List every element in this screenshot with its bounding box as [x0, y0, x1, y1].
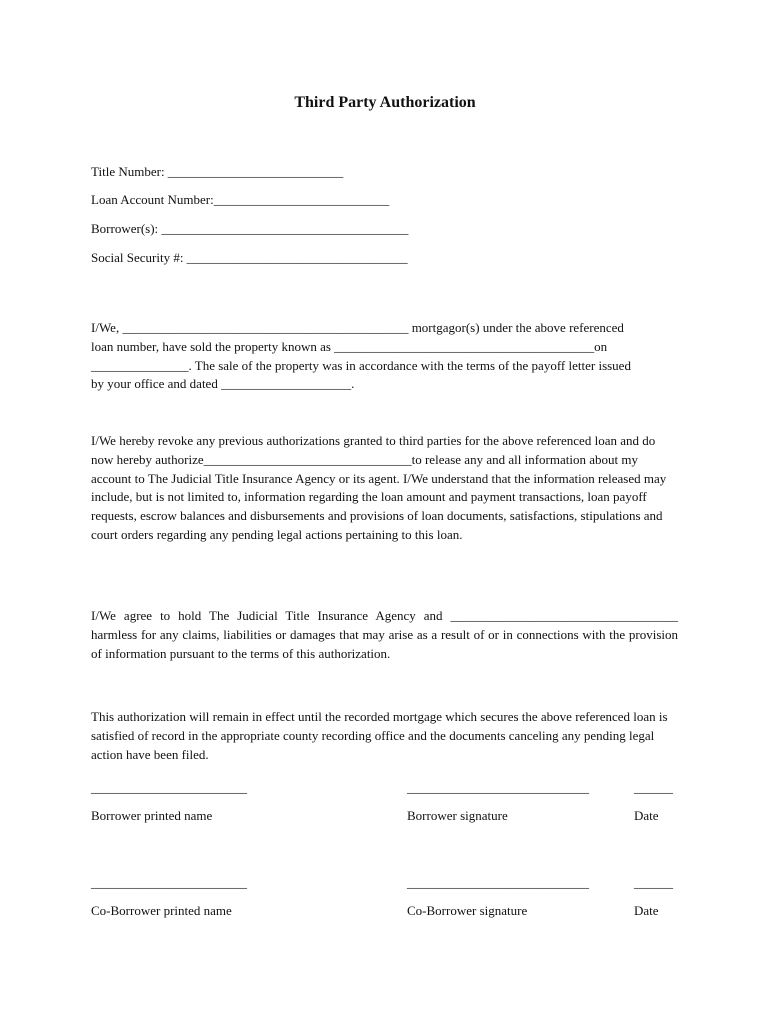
- sale-paragraph-line-1: I/We, ____________________________________________ mortgagor(s) under the above referenced: [91, 320, 624, 335]
- document-title: Third Party Authorization: [294, 94, 476, 111]
- coborrower-printed-name-label: Co-Borrower printed name: [91, 903, 232, 918]
- coborrower-date-line: ______: [634, 875, 673, 890]
- sale-paragraph-line-4: by your office and dated ____________________.: [91, 376, 355, 392]
- title-number-field: Title Number: ___________________________: [91, 164, 344, 179]
- borrower-date-label: Date: [634, 808, 659, 823]
- coborrower-signature-label: Co-Borrower signature: [407, 903, 528, 918]
- borrower-signature-line: ____________________________: [407, 780, 589, 795]
- social-security-field: Social Security #: __________________________________: [91, 250, 408, 265]
- sale-paragraph: [91, 319, 681, 394]
- borrower-date-line: ______: [634, 780, 673, 795]
- coborrower-signature-line: ____________________________: [407, 875, 589, 890]
- coborrower-name-line: ________________________: [91, 875, 247, 890]
- effective-period-paragraph: This authorization will remain in effect until the recorded mortgage which secures the above referenced loan is satisfied of record in the appropriate county recording office and the documents canceling any pending legal action have been filed.: [91, 709, 668, 762]
- sale-paragraph-line-3: _______________. The sale of the property was in accordance with the terms of the payoff letter issued: [91, 357, 631, 373]
- borrower-signature-label: Borrower signature: [407, 808, 508, 823]
- hold-harmless-paragraph: I/We agree to hold The Judicial Title Insurance Agency and ___________________________________ harmless for any claims, liabilities or damages that may arise as a result of or in connections with the provision of information pursuant to the terms of this authorization.: [91, 608, 678, 661]
- coborrower-date-label: Date: [634, 903, 659, 918]
- sale-paragraph-line-2: loan number, have sold the property known as ________________________________________on: [91, 338, 608, 354]
- borrower-printed-name-label: Borrower printed name: [91, 808, 213, 823]
- loan-account-number-field: Loan Account Number:___________________________: [91, 192, 390, 207]
- authorization-paragraph: I/We hereby revoke any previous authorizations granted to third parties for the above referenced loan and do now hereby authorize________________________________to release any and all information about my account to The Judicial Title Insurance Agency or its agent. I/We understand that the information released may include, but is not limited to, information regarding the loan amount and payment transactions, loan payoff requests, escrow balances and disbursements and provisions of loan documents, satisfactions, stipulations and court orders regarding any pending legal actions pertaining to this loan.: [91, 433, 667, 542]
- borrower-name-line: ________________________: [91, 780, 247, 795]
- borrowers-field: Borrower(s): ______________________________________: [91, 221, 409, 236]
